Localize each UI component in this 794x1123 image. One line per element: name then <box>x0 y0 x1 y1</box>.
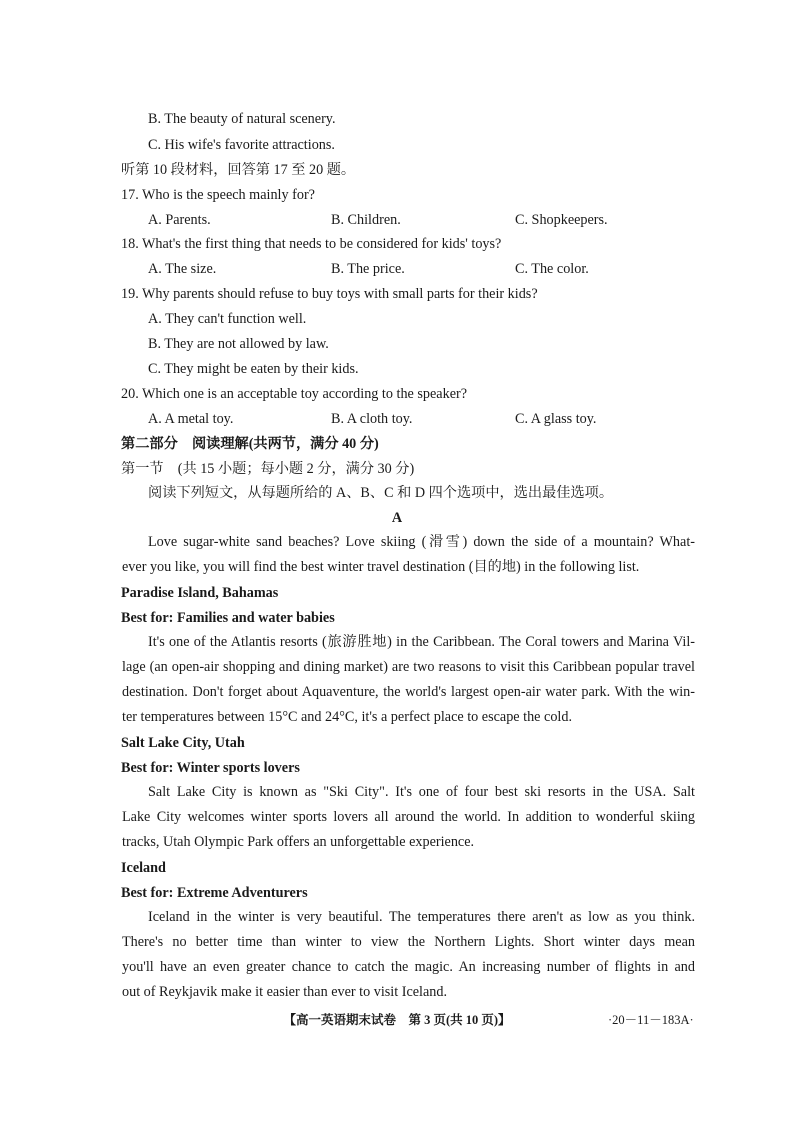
paragraph-line: lage (an open-air shopping and dining market) are two reasons to visit this Caribbean popular travel <box>122 659 695 675</box>
paragraph-line: Iceland in the winter is very beautiful. The temperatures there aren't as low as you think. <box>148 909 695 925</box>
paragraph-line: It's one of the Atlantis resorts (旅游胜地) in the Caribbean. The Coral towers and Marina Vil- <box>148 634 695 650</box>
destination-heading: Iceland <box>121 860 166 876</box>
paragraph-line: Salt Lake City is known as "Ski City". It's one of four best ski resorts in the USA. Salt <box>148 784 695 800</box>
question-19: 19. Why parents should refuse to buy toys with small parts for their kids? <box>121 286 538 302</box>
question-20: 20. Which one is an acceptable toy according to the speaker? <box>121 386 468 402</box>
option-b: B. Children. <box>331 212 401 228</box>
destination-heading: Salt Lake City, Utah <box>121 735 245 751</box>
option-c: C. Shopkeepers. <box>515 212 608 228</box>
option-a: A. They can't function well. <box>148 311 307 327</box>
best-for-label: Best for: Winter sports lovers <box>121 760 300 776</box>
option-b-text: B. The beauty of natural scenery. <box>148 111 336 127</box>
paper-code: ·20－11－183A· <box>608 1013 694 1027</box>
question-17: 17. Who is the speech mainly for? <box>121 187 315 203</box>
page-footer: 【高一英语期末试卷 第 3 页(共 10 页)】 <box>283 1013 511 1027</box>
paragraph-line: tracks, Utah Olympic Park offers an unforgettable experience. <box>122 834 475 850</box>
part-two-heading: 第二部分 阅读理解(共两节，满分 40 分) <box>121 436 379 452</box>
option-a: A. The size. <box>148 261 217 277</box>
best-for-label: Best for: Extreme Adventurers <box>121 885 308 901</box>
destination-heading: Paradise Island, Bahamas <box>121 585 279 601</box>
option-c: C. They might be eaten by their kids. <box>148 361 359 377</box>
paragraph-line: Lake City welcomes winter sports lovers all around the world. In addition to wonderful skiing <box>122 809 695 825</box>
option-c: C. The color. <box>515 261 589 277</box>
paragraph-line: ter temperatures between 15°C and 24°C, it's a perfect place to escape the cold. <box>122 709 572 725</box>
intro-line-2: ever you like, you will find the best winter travel destination (目的地) in the following list. <box>122 559 640 575</box>
section-one-heading: 第一节 (共 15 小题；每小题 2 分，满分 30 分) <box>121 461 415 477</box>
option-c: C. A glass toy. <box>515 411 597 427</box>
paragraph-line: There's no better time than winter to view the Northern Lights. Short winter days mean <box>122 934 695 950</box>
listening-instruction: 听第 10 段材料，回答第 17 至 20 题。 <box>121 162 356 178</box>
passage-letter: A <box>391 510 403 526</box>
option-a: A. Parents. <box>148 212 211 228</box>
option-c-text: C. His wife's favorite attractions. <box>148 137 335 153</box>
paragraph-line: out of Reykjavik make it easier than ever to visit Iceland. <box>122 984 448 1000</box>
intro-line-1: Love sugar-white sand beaches? Love skiing (滑雪) down the side of a mountain? What- <box>148 534 695 550</box>
best-for-label: Best for: Families and water babies <box>121 610 335 626</box>
option-a: A. A metal toy. <box>148 411 234 427</box>
option-b: B. The price. <box>331 261 405 277</box>
reading-instruction: 阅读下列短文，从每题所给的 A、B、C 和 D 四个选项中，选出最佳选项。 <box>148 485 614 501</box>
option-b: B. A cloth toy. <box>331 411 413 427</box>
question-18: 18. What's the first thing that needs to be considered for kids' toys? <box>121 236 502 252</box>
option-b: B. They are not allowed by law. <box>148 336 329 352</box>
paragraph-line: you'll have an even greater chance to catch the magic. An increasing number of flights in and <box>122 959 695 975</box>
paragraph-line: destination. Don't forget about Aquaventure, the world's largest open-air water park. With the win- <box>122 684 695 700</box>
